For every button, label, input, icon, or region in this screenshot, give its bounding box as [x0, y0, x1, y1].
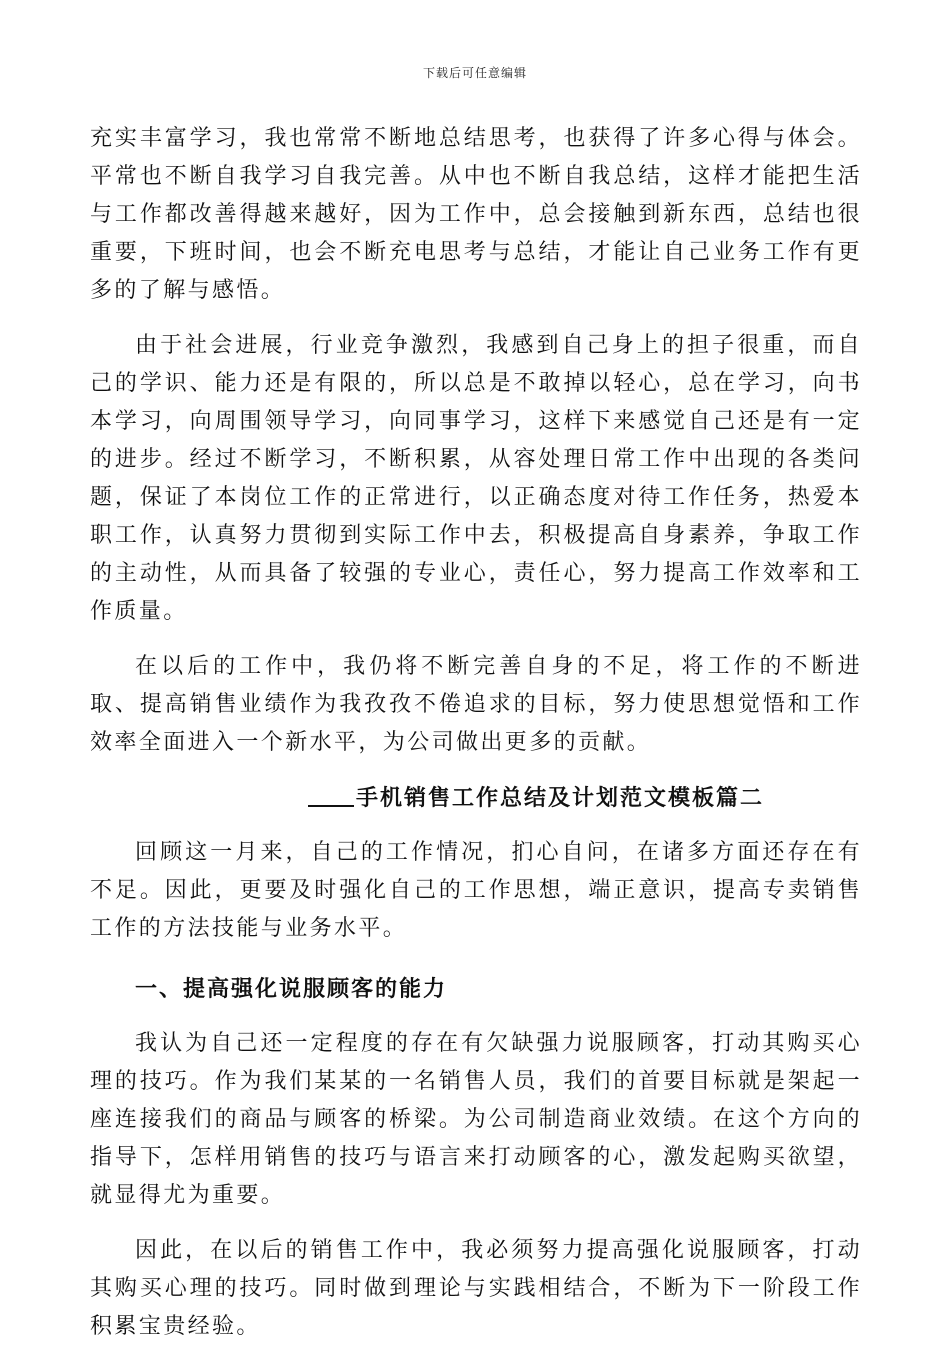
- paragraph-5: 我认为自己还一定程度的存在有欠缺强力说服顾客，打动其购买心理的技巧。作为我们某某的一名销售人员，我们的首要目标就是架起一座连接我们的商品与顾客的桥梁。为公司制造商业效绩。在这个方向的指导下，怎样用销售的技巧与语言来打动顾客的心，激发起购买欲望，就显得尤为重要。: [90, 1031, 862, 1208]
- paragraph-1: 充实丰富学习，我也常常不断地总结思考，也获得了许多心得与体会。平常也不断自我学习自我完善。从中也不断自我总结，这样才能把生活与工作都改善得越来越好，因为工作中，总会接触到新东西，总结也很重要，下班时间，也会不断充电思考与总结，才能让自己业务工作有更多的了解与感悟。: [90, 126, 862, 303]
- paragraph-3: 在以后的工作中，我仍将不断完善自身的不足，将工作的不断进取、提高销售业绩作为我孜孜不倦追求的目标，努力使思想觉悟和工作效率全面进入一个新水平，为公司做出更多的贡献。: [90, 654, 862, 755]
- section-title: [90, 779, 862, 817]
- document-body: [90, 120, 862, 1346]
- paragraph-6: 因此，在以后的销售工作中，我必须努力提高强化说服顾客，打动其购买心理的技巧。同时做到理论与实践相结合，不断为下一阶段工作积累宝贵经验。: [90, 1238, 862, 1339]
- paragraph-4: 回顾这一月来，自己的工作情况，扪心自问，在诸多方面还存在有不足。因此，更要及时强化自己的工作思想，端正意识，提高专卖销售工作的方法技能与业务水平。: [90, 840, 862, 941]
- title-blank-underline: [308, 783, 354, 807]
- header-note: 下载后可任意编辑: [422, 66, 527, 80]
- subheading: 一、提高强化说服顾客的能力: [135, 976, 448, 1002]
- paragraph-2: 由于社会进展，行业竞争激烈，我感到自己身上的担子很重，而自己的学识、能力还是有限的，所以总是不敢掉以轻心，总在学习，向书本学习，向周围领导学习，向同事学习，这样下来感觉自己还是有一定的进步。经过不断学习，不断积累，从容处理日常工作中出现的各类问题，保证了本岗位工作的正常进行，以正确态度对待工作任务，热爱本职工作，认真努力贯彻到实际工作中去，积极提高自身素养，争取工作的主动性，从而具备了较强的专业心，责任心，努力提高工作效率和工作质量。: [90, 333, 862, 624]
- section-title-text: 手机销售工作总结及计划范文模板篇二: [355, 785, 764, 811]
